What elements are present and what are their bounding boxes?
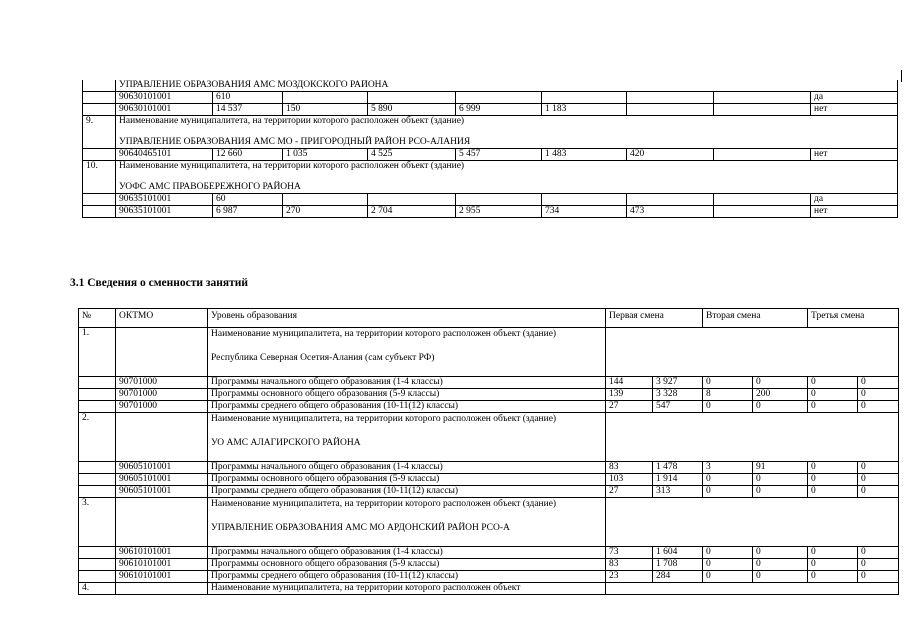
shift1-a: 83 [606, 462, 653, 474]
shift3-a: 0 [808, 559, 858, 571]
shift2-a: 0 [703, 571, 753, 583]
col-oktmo-header: ОКТМО [116, 309, 208, 328]
group-header-row [79, 328, 899, 377]
org-name: Республика Северная Осетия-Алания (сам субъект РФ) [211, 353, 435, 363]
table-row [79, 474, 899, 486]
row-number: 4. [79, 583, 116, 595]
org-name: УПРАВЛЕНИЕ ОБРАЗОВАНИЯ АМС МО АРДОНСКИЙ РАЙОН РСО-А [211, 523, 510, 533]
shift1-a: 27 [606, 401, 653, 413]
table-row [79, 389, 899, 401]
shift3-b: 0 [858, 401, 899, 413]
section-title: 3.1 Сведения о сменности занятий [70, 277, 249, 289]
shift3-a: 0 [808, 571, 858, 583]
shift3-a: 0 [808, 486, 858, 498]
org-name: УПРАВЛЕНИЕ ОБРАЗОВАНИЯ АМС МОЗДОКСКОГО РАЙОНА [116, 80, 898, 92]
oktmo-cell: 90701000 [116, 389, 208, 401]
table-row [79, 401, 899, 413]
table-row [79, 377, 899, 389]
level-cell: Программы среднего общего образования (10-11(12) классы) [208, 401, 606, 413]
shift3-b: 0 [858, 462, 899, 474]
shift1-b: 3 328 [653, 389, 703, 401]
shift3-b: 0 [858, 474, 899, 486]
shift2-b: 0 [753, 547, 808, 559]
name-label: Наименование муниципалитета, на территории которого расположен объект (здание) [116, 116, 898, 130]
shift1-b: 1 708 [653, 559, 703, 571]
oktmo-cell: 90701000 [116, 401, 208, 413]
level-cell: Программы среднего общего образования (10-11(12) классы) [208, 571, 606, 583]
shift2-a: 0 [703, 486, 753, 498]
shift3-b: 0 [858, 389, 899, 401]
name-label: Наименование муниципалитета, на территории которого расположен объект (здание) [211, 329, 557, 339]
level-cell: Программы начального общего образования (1-4 классы) [208, 377, 606, 389]
shift1-a: 144 [606, 377, 653, 389]
table-row [79, 486, 899, 498]
org-name: УПРАВЛЕНИЕ ОБРАЗОВАНИЯ АМС МО - ПРИГОРОДНЫЙ РАЙОН РСО-АЛАНИЯ [116, 129, 898, 149]
name-label: Наименование муниципалитета, на территории которого расположен объект (здание) [211, 499, 557, 509]
group-header-row [79, 413, 899, 462]
shift2-b: 0 [753, 377, 808, 389]
table-row: 90635101001 6 987 270 2 704 2 955 734 473 нет [83, 206, 898, 218]
group-label [208, 413, 606, 462]
oktmo-cell: 90610101001 [116, 559, 208, 571]
shift3-b: 0 [858, 547, 899, 559]
level-cell: Программы основного общего образования (5-9 классы) [208, 389, 606, 401]
table-row [79, 571, 899, 583]
shift1-a: 27 [606, 486, 653, 498]
oktmo-cell: 90610101001 [116, 571, 208, 583]
table-row: 90635101001 60 да [83, 194, 898, 206]
shift2-b: 0 [753, 474, 808, 486]
table-row [79, 547, 899, 559]
table-row: 90630101001 14 537 150 5 890 6 999 1 183 нет [83, 104, 898, 116]
shift2-a: 0 [703, 401, 753, 413]
name-label: Наименование муниципалитета, на территории которого расположен объект [208, 583, 606, 595]
group-label [208, 498, 606, 547]
shift1-a: 139 [606, 389, 653, 401]
col-shift2-header: Вторая смена [703, 309, 808, 328]
shift2-b: 0 [753, 401, 808, 413]
table-row [83, 174, 898, 194]
shift3-a: 0 [808, 377, 858, 389]
shift3-b: 0 [858, 377, 899, 389]
shift2-b: 91 [753, 462, 808, 474]
shift2-a: 0 [703, 377, 753, 389]
org-name: УОФС АМС ПРАВОБЕРЕЖНОГО РАЙОНА [116, 174, 898, 194]
table-row: 90630101001 610 да [83, 92, 898, 104]
shift1-a: 83 [606, 559, 653, 571]
oktmo-cell: 90605101001 [116, 474, 208, 486]
group-label [208, 328, 606, 377]
oktmo-cell: 90610101001 [116, 547, 208, 559]
shift-table [78, 308, 899, 595]
shift2-a: 3 [703, 462, 753, 474]
shift1-b: 1 604 [653, 547, 703, 559]
level-cell: Программы основного общего образования (5-9 классы) [208, 474, 606, 486]
row-number: 9. [83, 116, 116, 149]
shift2-a: 0 [703, 547, 753, 559]
level-cell: Программы начального общего образования (1-4 классы) [208, 462, 606, 474]
oktmo-cell: 90701000 [116, 377, 208, 389]
col-num-header: № [79, 309, 116, 328]
shift2-b: 200 [753, 389, 808, 401]
group-header-row [79, 498, 899, 547]
name-label: Наименование муниципалитета, на территории которого расположен объект (здание) [116, 161, 898, 175]
shift3-b: 0 [858, 486, 899, 498]
col-shift1-header: Первая смена [606, 309, 703, 328]
shift2-a: 0 [703, 474, 753, 486]
table-row [83, 116, 898, 130]
num-cell [83, 80, 116, 92]
oktmo-cell: 90605101001 [116, 462, 208, 474]
name-label: Наименование муниципалитета, на территории которого расположен объект (здание) [211, 414, 557, 424]
shift1-b: 284 [653, 571, 703, 583]
shift1-b: 547 [653, 401, 703, 413]
row-number: 10. [83, 161, 116, 194]
capacity-table [82, 80, 898, 218]
table-row [79, 559, 899, 571]
level-cell: Программы начального общего образования (1-4 классы) [208, 547, 606, 559]
table-row [83, 129, 898, 149]
shift3-a: 0 [808, 474, 858, 486]
shift1-b: 313 [653, 486, 703, 498]
shift2-b: 0 [753, 571, 808, 583]
shift3-b: 0 [858, 559, 899, 571]
shift1-b: 1 914 [653, 474, 703, 486]
shift3-b: 0 [858, 571, 899, 583]
shift3-a: 0 [808, 389, 858, 401]
shift2-b: 0 [753, 486, 808, 498]
shift3-a: 0 [808, 401, 858, 413]
shift1-a: 73 [606, 547, 653, 559]
table-row [83, 80, 898, 92]
shift3-a: 0 [808, 547, 858, 559]
table-row [83, 161, 898, 175]
row-number: 3. [79, 498, 116, 547]
row-number: 2. [79, 413, 116, 462]
header-row [79, 309, 899, 328]
org-name: УО АМС АЛАГИРСКОГО РАЙОНА [211, 438, 361, 448]
shift2-a: 8 [703, 389, 753, 401]
shift3-a: 0 [808, 462, 858, 474]
shift-table-body [79, 328, 899, 595]
row-number: 1. [79, 328, 116, 377]
group-header-row [79, 583, 899, 595]
col-level-header: Уровень образования [208, 309, 606, 328]
col-shift3-header: Третья смена [808, 309, 899, 328]
shift1-b: 1 478 [653, 462, 703, 474]
shift2-a: 0 [703, 559, 753, 571]
level-cell: Программы среднего общего образования (10-11(12) классы) [208, 486, 606, 498]
page-edge-mark [901, 70, 902, 82]
table-row [79, 462, 899, 474]
oktmo-cell: 90605101001 [116, 486, 208, 498]
table-row: 90640465101 12 660 1 035 4 525 5 457 1 483 420 нет [83, 149, 898, 161]
shift2-b: 0 [753, 559, 808, 571]
level-cell: Программы основного общего образования (5-9 классы) [208, 559, 606, 571]
shift1-a: 23 [606, 571, 653, 583]
shift1-a: 103 [606, 474, 653, 486]
shift1-b: 3 927 [653, 377, 703, 389]
